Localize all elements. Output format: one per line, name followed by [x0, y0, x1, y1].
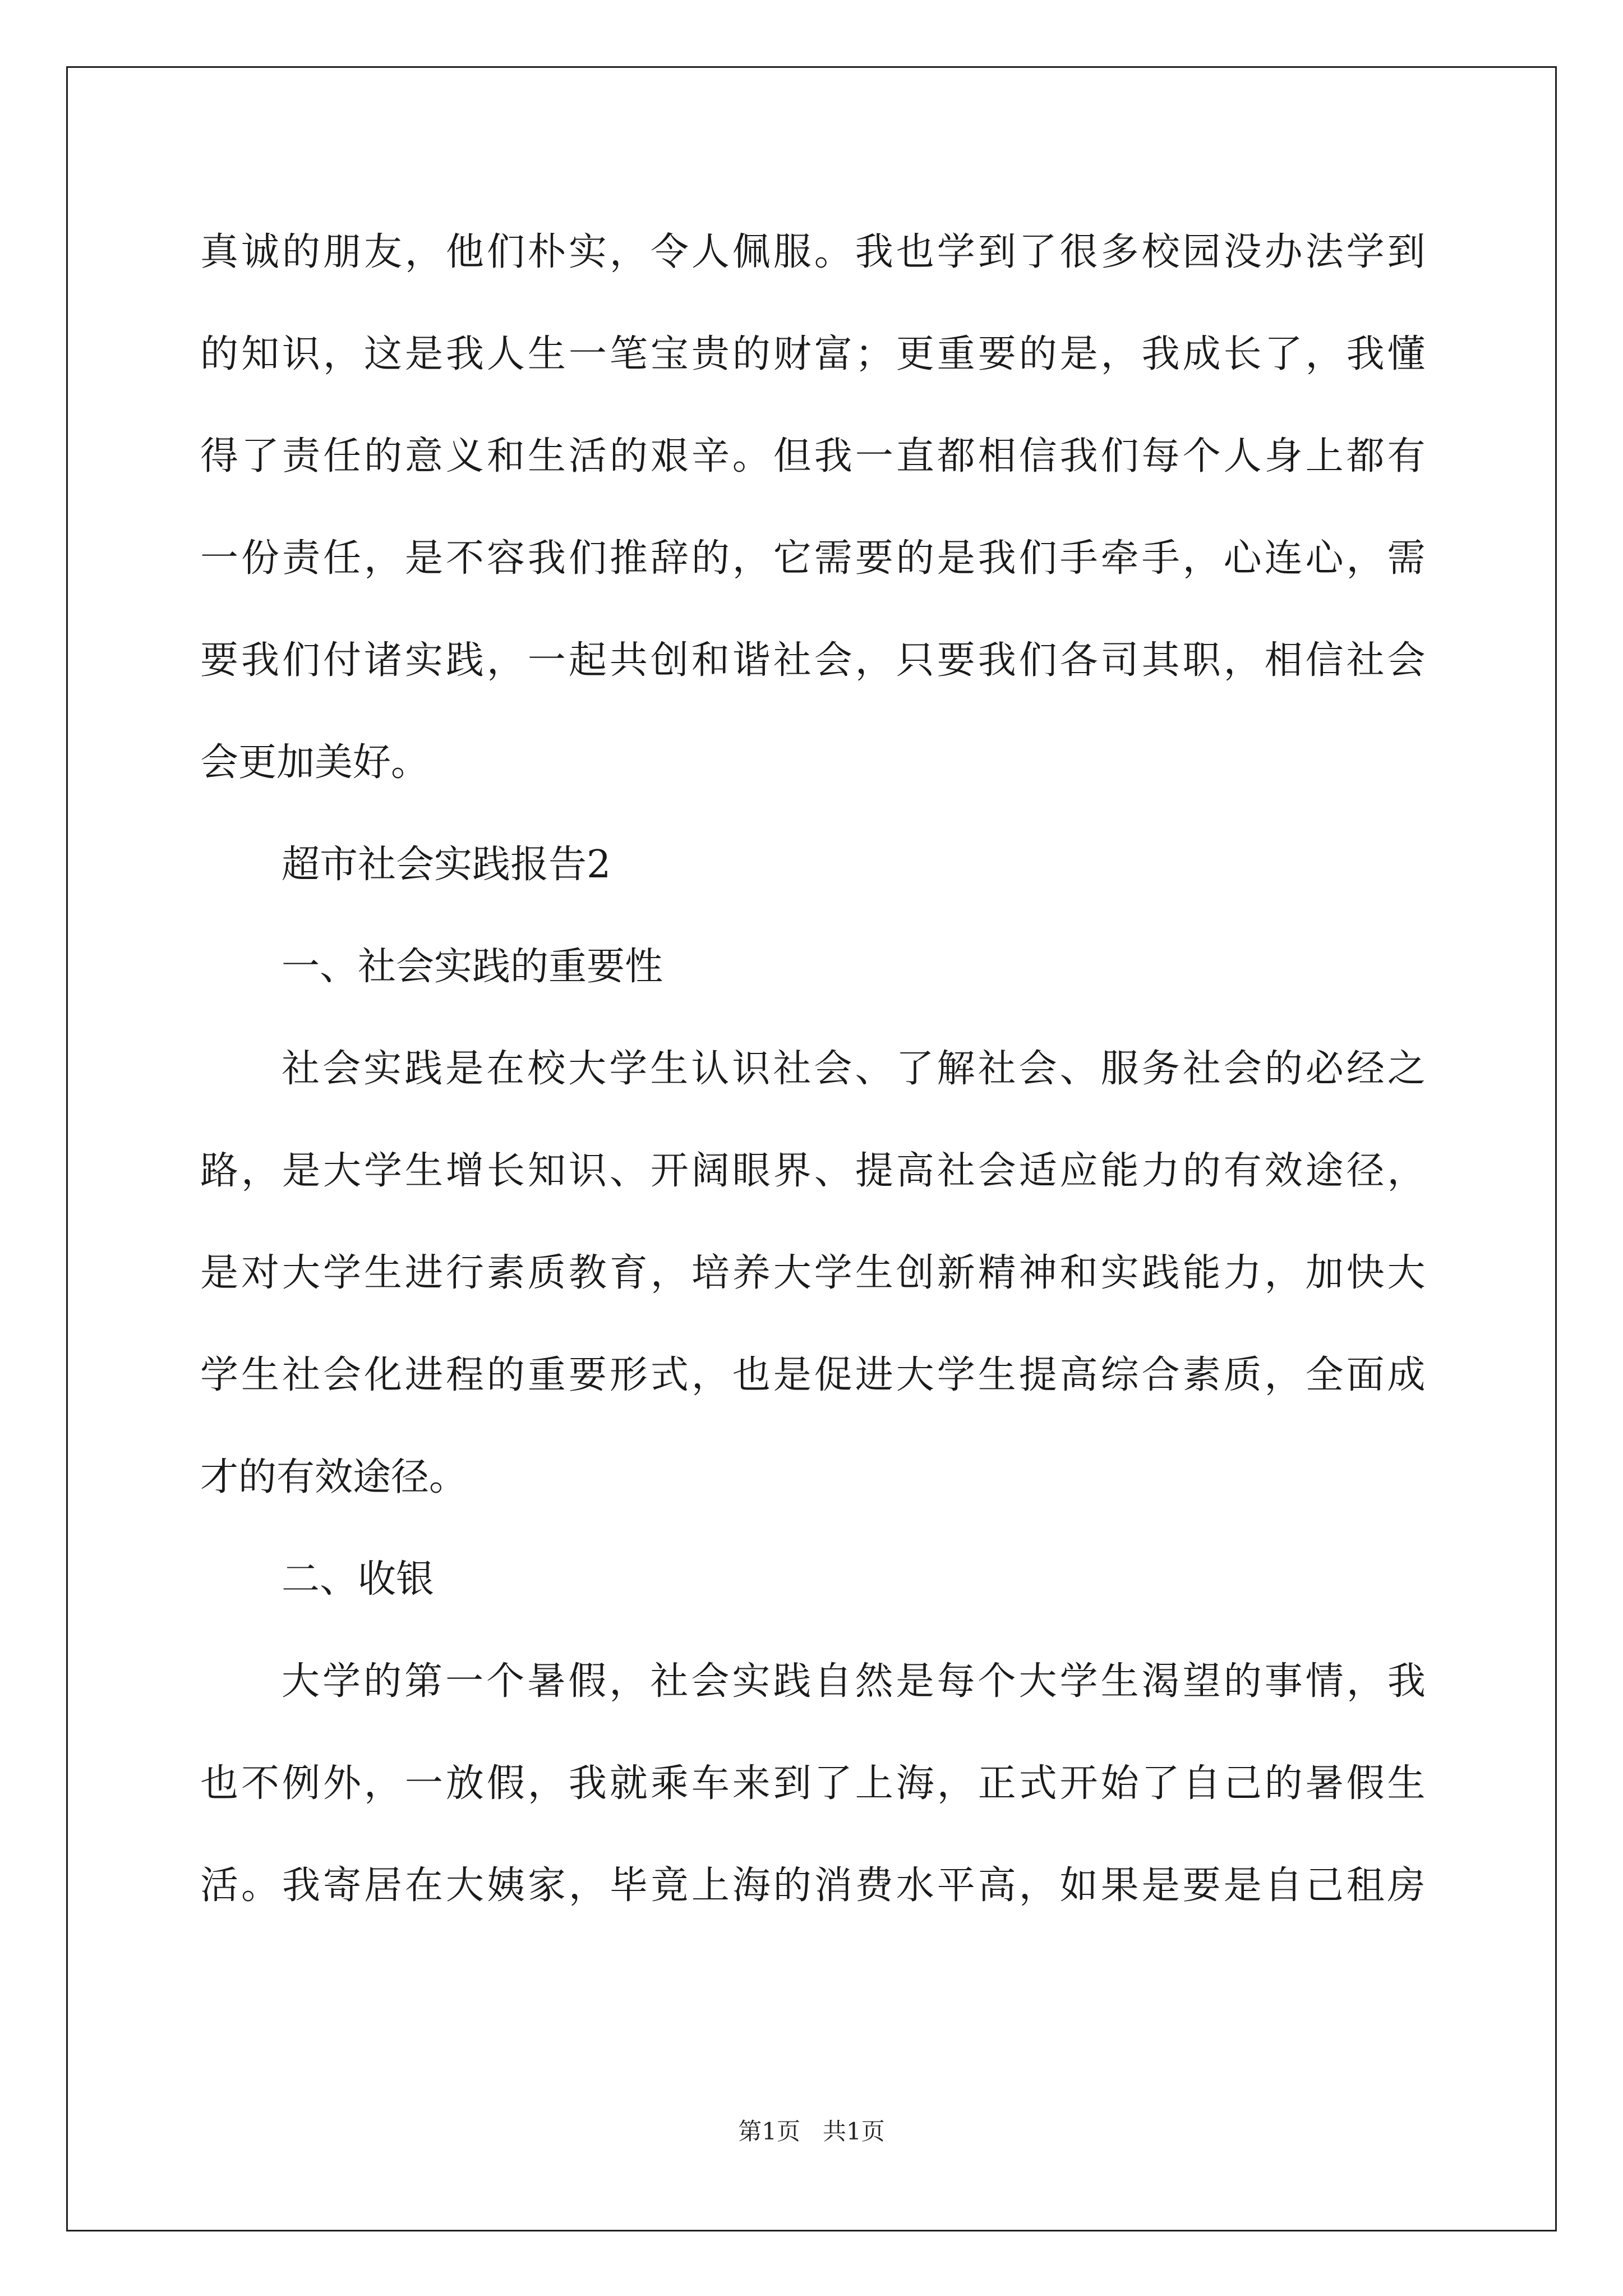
page-footer [0, 2115, 1623, 2148]
text-line: 的 知 识 ， 这 是 我 人 生 一 笔 宝 贵 的 财 富 ； 更 重 要 的 是 ， 我 成 长 了 ， 我 懂 [200, 332, 1426, 376]
text-line: 真 诚 的 朋 友 ， 他 们 朴 实 ， 令 人 佩 服 。 我 也 学 到 了 很 多 校 园 没 办 法 学 到 [200, 230, 1426, 274]
page-number: 第1页 [738, 2118, 800, 2145]
document-body [200, 213, 1426, 1949]
text-line: 一、社会实践的重要性 [282, 945, 663, 989]
page-total: 共1页 [823, 2118, 885, 2145]
text-line: 是 对 大 学 生 进 行 素 质 教 育 ， 培 养 大 学 生 创 新 精 神 和 实 践 能 力 ， 加 快 大 [200, 1251, 1426, 1295]
text-line: 才的有效途径。 [200, 1455, 468, 1499]
text-line: 要 我 们 付 诸 实 践 ， 一 起 共 创 和 谐 社 会 ， 只 要 我 们 各 司 其 职 ， 相 信 社 会 [200, 638, 1426, 683]
text-line: 活 。 我 寄 居 在 大 姨 家 ， 毕 竟 上 海 的 消 费 水 平 高 ， 如 果 是 要 是 自 己 租 房 [200, 1864, 1426, 1908]
text-line: 路 ， 是 大 学 生 增 长 知 识 、 开 阔 眼 界 、 提 高 社 会 适 应 能 力 的 有 效 途 径 ， [200, 1149, 1426, 1193]
text-line: 学 生 社 会 化 进 程 的 重 要 形 式 ， 也 是 促 进 大 学 生 提 高 综 合 素 质 ， 全 面 成 [200, 1353, 1426, 1397]
text-line: 得 了 责 任 的 意 义 和 生 活 的 艰 辛 。 但 我 一 直 都 相 信 我 们 每 个 人 身 上 都 有 [200, 434, 1426, 478]
text-line: 超市社会实践报告2 [282, 843, 611, 887]
text-line: 一 份 责 任 ， 是 不 容 我 们 推 辞 的 ， 它 需 要 的 是 我 们 手 牵 手 ， 心 连 心 ， 需 [200, 536, 1426, 581]
text-line: 社 会 实 践 是 在 校 大 学 生 认 识 社 会 、 了 解 社 会 、 服 务 社 会 的 必 经 之 [282, 1047, 1426, 1091]
text-line: 也 不 例 外 ， 一 放 假 ， 我 就 乘 车 来 到 了 上 海 ， 正 式 开 始 了 自 己 的 暑 假 生 [200, 1761, 1426, 1806]
text-line: 大 学 的 第 一 个 暑 假 ， 社 会 实 践 自 然 是 每 个 大 学 生 渴 望 的 事 情 ， 我 [282, 1659, 1426, 1704]
text-line: 会更加美好。 [200, 740, 430, 785]
text-line: 二、收银 [282, 1557, 435, 1602]
